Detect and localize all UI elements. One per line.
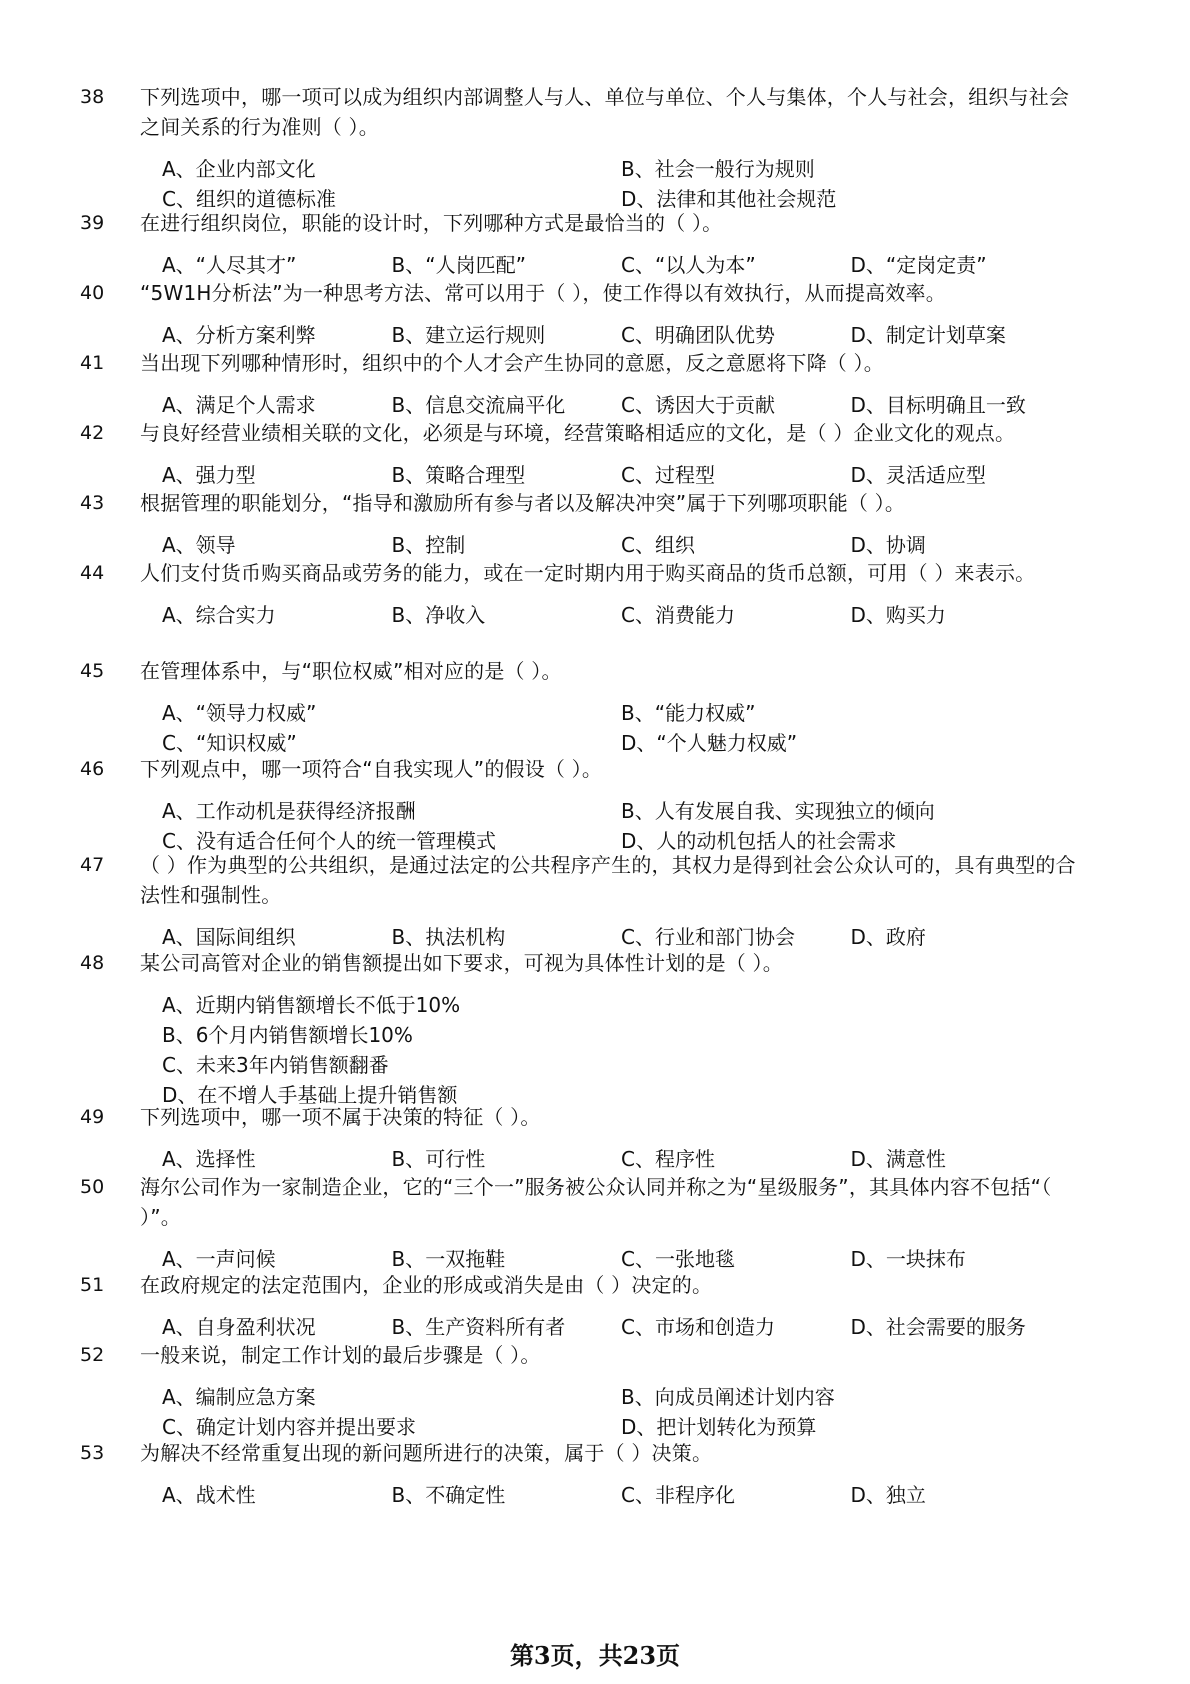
options [162, 1480, 1080, 1510]
option-d: D、独立 [850, 1483, 926, 1507]
question-52 [80, 1340, 1080, 1442]
question-number: 38 [80, 86, 105, 108]
option-c: C、“以人为本” [621, 253, 756, 277]
option-a: A、近期内销售额增长不低于10% [162, 993, 461, 1017]
question-number: 52 [80, 1344, 105, 1366]
options [162, 154, 1080, 214]
option-d: D、制定计划草案 [850, 323, 1006, 347]
option-a: A、分析方案利弊 [162, 323, 316, 347]
option-d: D、把计划转化为预算 [621, 1415, 817, 1439]
question-53 [80, 1438, 1080, 1510]
page-footer: 第3页，共23页 [509, 1641, 681, 1670]
option-a: A、满足个人需求 [162, 393, 316, 417]
option-a: A、国际间组织 [162, 925, 296, 949]
question-number: 39 [80, 212, 105, 234]
question-49 [80, 1102, 1080, 1174]
option-d: D、一块抹布 [850, 1247, 966, 1271]
question-text: 在政府规定的法定范围内，企业的形成或消失是由（ ）决定的。 [140, 1273, 713, 1297]
option-c: C、诱因大于贡献 [621, 393, 775, 417]
question-text: （ ）作为典型的公共组织，是通过法定的公共程序产生的，其权力是得到社会公众认可的，具有典型的合法性和强制性。 [140, 853, 1076, 907]
option-c: C、非程序化 [621, 1483, 735, 1507]
question-text: 在进行组织岗位，职能的设计时，下列哪种方式是最恰当的（ ）。 [140, 211, 723, 235]
question-47 [80, 850, 1080, 952]
option-b: B、生产资料所有者 [391, 1315, 566, 1339]
option-d: D、“个人魅力权威” [621, 731, 798, 755]
option-b: B、一双拖鞋 [391, 1247, 506, 1271]
option-a: A、综合实力 [162, 603, 276, 627]
question-text: 下列选项中，哪一项可以成为组织内部调整人与人、单位与单位、个人与集体，个人与社会，组织与社会之间关系的行为准则（ ）。 [140, 85, 1070, 139]
option-c: C、明确团队优势 [621, 323, 775, 347]
question-number: 42 [80, 422, 105, 444]
option-c: C、行业和部门协会 [621, 925, 795, 949]
option-d: D、人的动机包括人的社会需求 [621, 829, 897, 853]
question-text: 人们支付货币购买商品或劳务的能力，或在一定时期内用于购买商品的货币总额，可用（ ）来表示。 [140, 561, 1036, 585]
option-b: B、信息交流扁平化 [391, 393, 566, 417]
option-c: C、市场和创造力 [621, 1315, 775, 1339]
question-text: 根据管理的职能划分，“指导和激励所有参与者以及解决冲突”属于下列哪项职能（ ）。 [140, 491, 906, 515]
option-b: B、建立运行规则 [391, 323, 546, 347]
question-number: 41 [80, 352, 105, 374]
question-text: 在管理体系中，与“职位权威”相对应的是（ ）。 [140, 659, 562, 683]
option-a: A、战术性 [162, 1483, 256, 1507]
question-text: 海尔公司作为一家制造企业，它的“三个一”服务被公众认同并称之为“星级服务”，其具体内容不包括“（ ）”。 [140, 1175, 1052, 1229]
question-number: 51 [80, 1274, 105, 1296]
options [162, 698, 1080, 758]
option-c: C、没有适合任何个人的统一管理模式 [162, 829, 496, 853]
question-number: 46 [80, 758, 105, 780]
option-d: D、购买力 [850, 603, 946, 627]
question-number: 48 [80, 952, 105, 974]
question-40 [80, 278, 1080, 350]
option-d: D、法律和其他社会规范 [621, 187, 837, 211]
option-d: D、政府 [850, 925, 926, 949]
option-b: B、净收入 [391, 603, 486, 627]
option-d: D、协调 [850, 533, 926, 557]
option-a: A、工作动机是获得经济报酬 [162, 799, 416, 823]
question-39 [80, 208, 1080, 280]
option-a: A、企业内部文化 [162, 157, 316, 181]
option-b: B、“能力权威” [621, 701, 756, 725]
options [162, 390, 1080, 420]
option-d: D、“定岗定责” [850, 253, 987, 277]
option-d: D、在不增人手基础上提升销售额 [162, 1083, 458, 1107]
question-text: 当出现下列哪种情形时，组织中的个人才会产生协同的意愿，反之意愿将下降（ ）。 [140, 351, 884, 375]
option-c: C、组织的道德标准 [162, 187, 336, 211]
option-b: B、可行性 [391, 1147, 486, 1171]
option-d: D、社会需要的服务 [850, 1315, 1026, 1339]
question-44 [80, 558, 1080, 630]
option-a: A、一声问候 [162, 1247, 276, 1271]
question-number: 50 [80, 1176, 105, 1198]
question-number: 43 [80, 492, 105, 514]
option-a: A、强力型 [162, 463, 256, 487]
option-b: B、“人岗匹配” [391, 253, 526, 277]
options [162, 530, 1080, 560]
question-41 [80, 348, 1080, 420]
question-50 [80, 1172, 1080, 1274]
option-c: C、确定计划内容并提出要求 [162, 1415, 416, 1439]
question-number: 44 [80, 562, 105, 584]
question-number: 49 [80, 1106, 105, 1128]
question-number: 45 [80, 660, 105, 682]
option-c: C、程序性 [621, 1147, 715, 1171]
question-text: 一般来说，制定工作计划的最后步骤是（ ）。 [140, 1343, 541, 1367]
option-b: B、策略合理型 [391, 463, 526, 487]
option-b: B、执法机构 [391, 925, 506, 949]
option-c: C、过程型 [621, 463, 715, 487]
option-d: D、目标明确且一致 [850, 393, 1026, 417]
option-a: A、领导 [162, 533, 236, 557]
options [162, 250, 1080, 280]
question-text: “5W1H分析法”为一种思考方法、常可以用于（ ），使工作得以有效执行，从而提高效率。 [140, 281, 946, 305]
option-b: B、社会一般行为规则 [621, 157, 815, 181]
options [162, 1312, 1080, 1342]
question-text: 某公司高管对企业的销售额提出如下要求，可视为具体性计划的是（ ）。 [140, 951, 783, 975]
question-number: 47 [80, 854, 105, 876]
options [162, 600, 1080, 630]
question-45 [80, 656, 1080, 758]
option-d: D、满意性 [850, 1147, 946, 1171]
options [162, 460, 1080, 490]
option-d: D、灵活适应型 [850, 463, 986, 487]
options [162, 1382, 1080, 1442]
question-number: 40 [80, 282, 105, 304]
option-c: C、未来3年内销售额翻番 [162, 1053, 389, 1077]
options [162, 990, 1080, 1110]
option-a: A、“领导力权威” [162, 701, 317, 725]
options [162, 796, 1080, 856]
options [162, 320, 1080, 350]
option-c: C、消费能力 [621, 603, 735, 627]
question-text: 与良好经营业绩相关联的文化，必须是与环境，经营策略相适应的文化，是（ ）企业文化的观点。 [140, 421, 1016, 445]
question-48 [80, 948, 1080, 1110]
option-c: C、组织 [621, 533, 695, 557]
question-43 [80, 488, 1080, 560]
question-46 [80, 754, 1080, 856]
option-c: C、“知识权威” [162, 731, 297, 755]
question-38 [80, 82, 1080, 214]
option-a: A、自身盈利状况 [162, 1315, 316, 1339]
option-b: B、控制 [391, 533, 466, 557]
question-42 [80, 418, 1080, 490]
option-b: B、6个月内销售额增长10% [162, 1023, 413, 1047]
option-b: B、向成员阐述计划内容 [621, 1385, 835, 1409]
question-text: 下列观点中，哪一项符合“自我实现人”的假设（ ）。 [140, 757, 603, 781]
question-text: 下列选项中，哪一项不属于决策的特征（ ）。 [140, 1105, 541, 1129]
option-a: A、“人尽其才” [162, 253, 297, 277]
option-a: A、选择性 [162, 1147, 256, 1171]
option-c: C、一张地毯 [621, 1247, 735, 1271]
question-number: 53 [80, 1442, 105, 1464]
question-text: 为解决不经常重复出现的新问题所进行的决策，属于（ ）决策。 [140, 1441, 713, 1465]
question-51 [80, 1270, 1080, 1342]
options [162, 1144, 1080, 1174]
option-a: A、编制应急方案 [162, 1385, 316, 1409]
option-b: B、人有发展自我、实现独立的倾向 [621, 799, 935, 823]
option-b: B、不确定性 [391, 1483, 506, 1507]
